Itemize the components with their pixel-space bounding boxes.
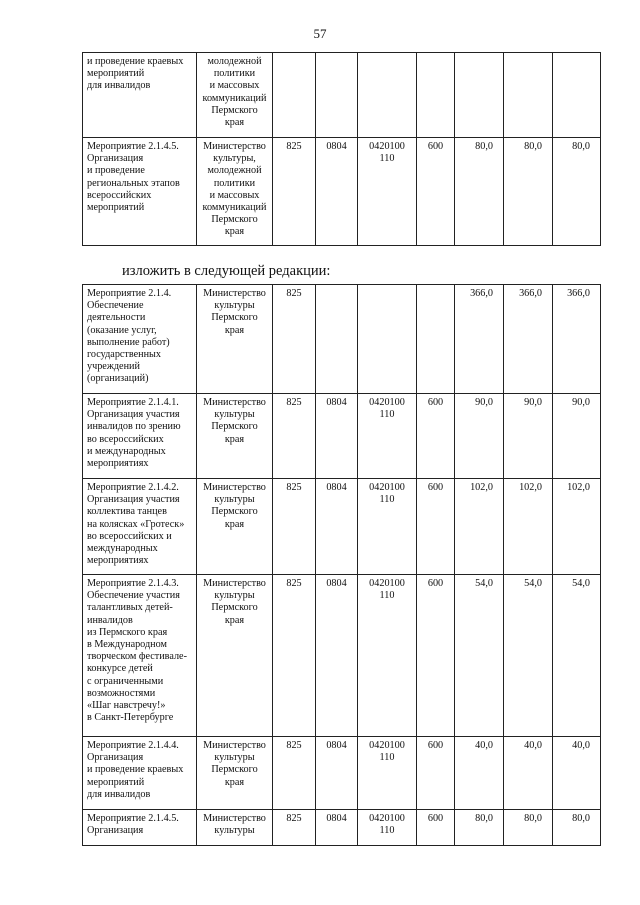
executor-cell: молодежной политики и массовых коммуникаций Пермского края: [197, 53, 273, 138]
measure-name-cell: Мероприятие 2.1.4.4. Организация и проведение краевых мероприятий для инвалидов: [83, 737, 197, 810]
amount-year2-cell: [504, 53, 553, 138]
amount-year3-cell: 40,0: [553, 737, 601, 810]
expense-type-cell: 600: [417, 810, 455, 846]
amount-year3-cell: 366,0: [553, 285, 601, 394]
expense-type-cell: 600: [417, 138, 455, 246]
target-article-cell: 0420100 110: [358, 575, 417, 737]
target-article-cell: 0420100 110: [358, 737, 417, 810]
table-row: [83, 53, 601, 138]
target-article-cell: [358, 53, 417, 138]
admin-code-cell: 825: [273, 394, 316, 479]
section-code-cell: 0804: [316, 394, 358, 479]
executor-cell: Министерство культуры Пермского края: [197, 737, 273, 810]
section-code-cell: 0804: [316, 479, 358, 575]
section-code-cell: 0804: [316, 810, 358, 846]
section-code-cell: 0804: [316, 575, 358, 737]
executor-cell: Министерство культуры Пермского края: [197, 285, 273, 394]
executor-cell: Министерство культуры: [197, 810, 273, 846]
expense-type-cell: 600: [417, 737, 455, 810]
page-number: 57: [313, 26, 327, 41]
target-article-cell: [358, 285, 417, 394]
measure-name-cell: Мероприятие 2.1.4.3. Обеспечение участия талантливых детей- инвалидов из Пермского края в Международном творческом фестивале- конкурсе детей с ограниченными возможностями «Шаг навстречу!» в Санкт-Петербурге: [83, 575, 197, 737]
measure-name-cell: Мероприятие 2.1.4.1. Организация участия инвалидов по зрению во всероссийских и международных мероприятиях: [83, 394, 197, 479]
expense-type-cell: 600: [417, 575, 455, 737]
amount-year2-cell: 102,0: [504, 479, 553, 575]
amount-year1-cell: 366,0: [455, 285, 504, 394]
admin-code-cell: 825: [273, 575, 316, 737]
admin-code-cell: 825: [273, 138, 316, 246]
target-article-cell: 0420100 110: [358, 810, 417, 846]
expense-type-cell: [417, 285, 455, 394]
expense-type-cell: 600: [417, 479, 455, 575]
section-code-cell: 0804: [316, 737, 358, 810]
table-row: [83, 394, 601, 479]
intro-text: изложить в следующей редакции:: [122, 263, 331, 279]
section-code-cell: [316, 285, 358, 394]
section-code-cell: 0804: [316, 138, 358, 246]
executor-cell: Министерство культуры Пермского края: [197, 394, 273, 479]
budget-table-top: [82, 52, 601, 246]
amount-year2-cell: 90,0: [504, 394, 553, 479]
measure-name-cell: Мероприятие 2.1.4. Обеспечение деятельности (оказание услуг, выполнение работ) государственных учреждений (организаций): [83, 285, 197, 394]
amount-year2-cell: 40,0: [504, 737, 553, 810]
executor-cell: Министерство культуры, молодежной политики и массовых коммуникаций Пермского края: [197, 138, 273, 246]
measure-name-cell: Мероприятие 2.1.4.2. Организация участия коллектива танцев на колясках «Гротеск» во всероссийских и международных мероприятиях: [83, 479, 197, 575]
amount-year3-cell: 54,0: [553, 575, 601, 737]
table-row: [83, 138, 601, 246]
target-article-cell: 0420100 110: [358, 394, 417, 479]
amount-year1-cell: [455, 53, 504, 138]
amount-year3-cell: 80,0: [553, 138, 601, 246]
amount-year1-cell: 54,0: [455, 575, 504, 737]
amount-year3-cell: 90,0: [553, 394, 601, 479]
amount-year2-cell: 366,0: [504, 285, 553, 394]
amount-year1-cell: 40,0: [455, 737, 504, 810]
admin-code-cell: 825: [273, 285, 316, 394]
admin-code-cell: [273, 53, 316, 138]
measure-name-cell: Мероприятие 2.1.4.5. Организация: [83, 810, 197, 846]
admin-code-cell: 825: [273, 479, 316, 575]
measure-name-cell: и проведение краевых мероприятий для инвалидов: [83, 53, 197, 138]
executor-cell: Министерство культуры Пермского края: [197, 479, 273, 575]
measure-name-cell: Мероприятие 2.1.4.5. Организация и проведение региональных этапов всероссийских мероприятий: [83, 138, 197, 246]
target-article-cell: 0420100 110: [358, 479, 417, 575]
amount-year3-cell: [553, 53, 601, 138]
amount-year3-cell: 102,0: [553, 479, 601, 575]
table-row: [83, 810, 601, 846]
amount-year1-cell: 90,0: [455, 394, 504, 479]
expense-type-cell: 600: [417, 394, 455, 479]
amount-year1-cell: 102,0: [455, 479, 504, 575]
amount-year3-cell: 80,0: [553, 810, 601, 846]
expense-type-cell: [417, 53, 455, 138]
admin-code-cell: 825: [273, 737, 316, 810]
admin-code-cell: 825: [273, 810, 316, 846]
amount-year2-cell: 80,0: [504, 810, 553, 846]
table-row: [83, 737, 601, 810]
amount-year2-cell: 54,0: [504, 575, 553, 737]
executor-cell: Министерство культуры Пермского края: [197, 575, 273, 737]
amount-year1-cell: 80,0: [455, 138, 504, 246]
table-row: [83, 285, 601, 394]
amount-year2-cell: 80,0: [504, 138, 553, 246]
table-row: [83, 575, 601, 737]
section-code-cell: [316, 53, 358, 138]
budget-table-main: [82, 284, 601, 846]
target-article-cell: 0420100 110: [358, 138, 417, 246]
amount-year1-cell: 80,0: [455, 810, 504, 846]
table-row: [83, 479, 601, 575]
